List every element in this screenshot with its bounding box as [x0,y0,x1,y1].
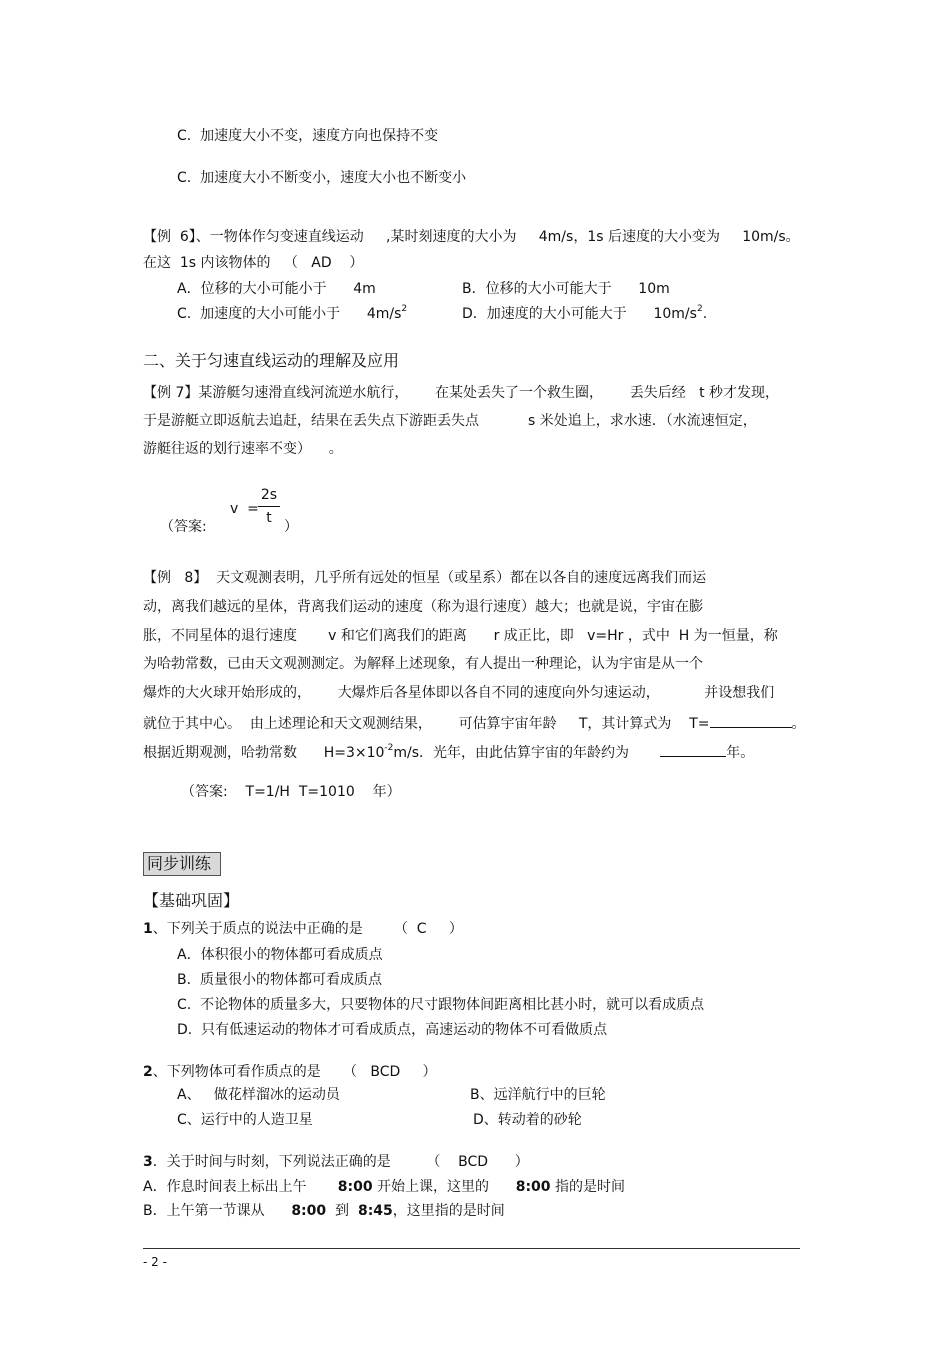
fraction-numerator: 2s [260,487,278,503]
example-8-stem: 【例 8】 天文观测表明，几乎所有远处的恒星（或星系）都在以各自的速度远离我们而运 [143,570,707,586]
page-number: - 2 - [143,1255,167,1269]
question-2-option-b: B、远洋航行中的巨轮 [470,1087,606,1103]
example-6-option-b: B．位移的大小可能大于 10m [462,281,670,297]
example-8-answer: （答案: T=1/H T=1010 年） [181,784,401,800]
question-1-option-d: D. 只有低速运动的物体才可看成质点，高速运动的物体不可看做质点 [177,1022,608,1038]
question-2-stem: 2、下列物体可看作质点的是 （ BCD ） [143,1064,437,1080]
question-2-option-c: C、运行中的人造卫星 [177,1112,313,1128]
answer-blank[interactable] [660,742,726,757]
answer-fraction [258,486,280,527]
example-6-option-c: C. 加速度的大小可能小于 $4m/s^2$ [177,304,408,322]
example-7-stem: 于是游艇立即返航去追赶，结果在丢失点下游距丢失点 s 米处追上，求水速．（水流速恒定， [143,413,757,429]
example-6-option-d: D．加速度的大小可能大于 $10m/s^2$. [462,304,708,322]
question-1-stem: 1、下列关于质点的说法中正确的是 （ C ） [143,921,463,937]
option-line: C. 加速度大小不断变小，速度大小也不断变小 [177,170,467,186]
section-heading: 二、关于匀速直线运动的理解及应用 [143,351,400,370]
answer-suffix: ） [284,519,298,535]
answer-formula-lhs: v = [230,501,259,517]
example-8-stem: 为哈勃常数，已由天文观测测定。为解释上述现象，有人提出一种理论，认为宇宙是从一个 [143,656,703,672]
answer-blank[interactable] [710,713,792,728]
question-1-option-c: C. 不论物体的质量多大，只要物体的尺寸跟物体间距离相比甚小时，就可以看成质点 [177,997,705,1013]
example-8-stem: 根据近期观测，哈勃常数 $H=3\times 10^{-2}m/s$．光年，由此估算宇宙的年龄约为 年。 [143,743,755,761]
answer-prefix: （答案: [160,519,207,535]
question-2-option-d: D、转动着的砂轮 [473,1112,582,1128]
question-2-option-a: A、 做花样溜冰的运动员 [177,1087,340,1103]
example-8-stem: 动，离我们越远的星体，背离我们运动的速度（称为退行速度）越大；也就是说，宇宙在膨 [143,599,703,615]
example-6-option-a: A．位移的大小可能小于 4m [177,281,376,297]
example-7-stem: 【例 7】某游艇匀速滑直线河流逆水航行， 在某处丢失了一个救生圈， 丢失后经 t 秒才发现， [143,385,780,401]
question-1-option-b: B. 质量很小的物体都可看成质点 [177,972,382,988]
example-8-stem: 就位于其中心。 由上述理论和天文观测结果， 可估算宇宙年龄 T，其计算式为 T= 。 [143,713,806,733]
example-7-stem: 游艇往返的划行速率不变） 。 [143,441,343,457]
fraction-denominator: t [266,510,272,526]
question-3-option-a: A．作息时间表上标出上午 8:00 开始上课，这里的 8:00 指的是时间 [143,1179,625,1195]
option-line: C. 加速度大小不变，速度方向也保持不变 [177,128,439,144]
example-8-stem: 爆炸的大火球开始形成的， 大爆炸后各星体即以各自不同的速度向外匀速运动， 并设想我们 [143,685,775,701]
question-3-stem: 3．关于时间与时刻，下列说法正确的是 （ BCD ） [143,1154,529,1170]
footer-rule [143,1248,800,1249]
question-1-option-a: A．体积很小的物体都可看成质点 [177,947,383,963]
example-6-stem: 【例 6】、一物体作匀变速直线运动 ,某时刻速度的大小为 4m/s，1s 后速度的大小变为 10m/s。 [143,229,800,245]
question-3-option-b: B．上午第一节课从 8:00 到 8:45，这里指的是时间 [143,1203,505,1219]
example-6-stem: 在这 1s 内该物体的 （ AD ） [143,255,364,271]
fraction-bar [258,506,280,507]
example-8-stem: 胀，不同星体的退行速度 v 和它们离我们的距离 r 成正比，即 v=Hr ，式中 H 为一恒量，称 [143,628,778,644]
section-label-box: 同步训练 [143,852,221,876]
subsection-heading: 【基础巩固】 [143,891,240,910]
